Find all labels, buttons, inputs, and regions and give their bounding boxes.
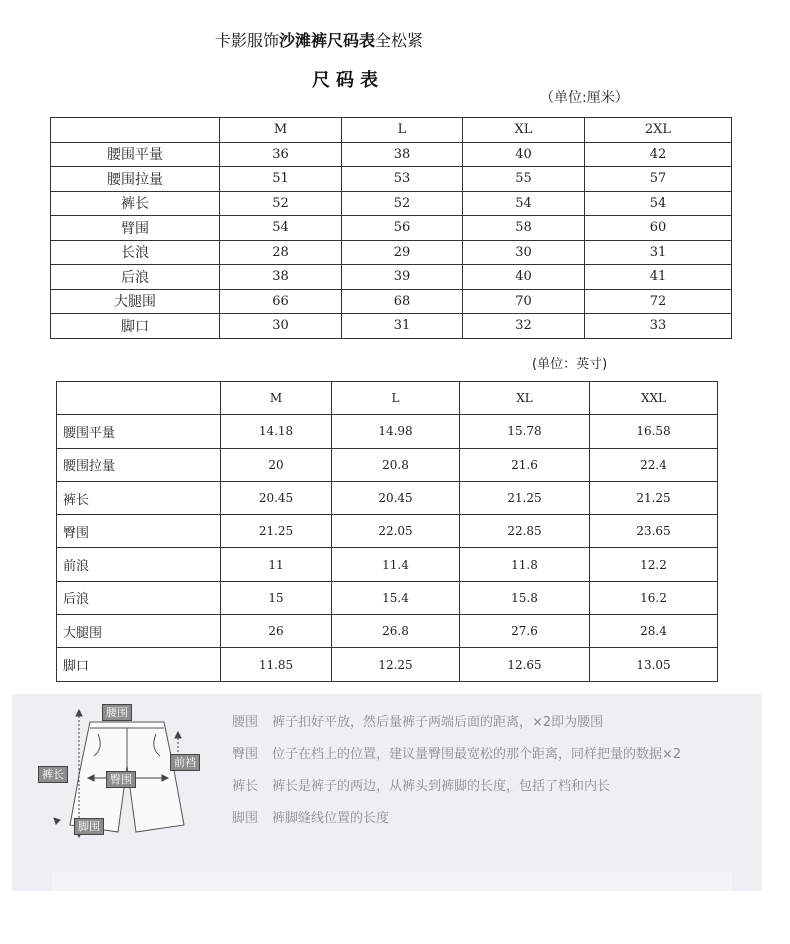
size-table-cm	[50, 117, 732, 339]
diagram-label-waist: 腰围	[102, 704, 132, 721]
value-cell: 32	[463, 314, 585, 339]
value-cell: 54	[220, 216, 342, 241]
value-cell: 20.8	[332, 448, 460, 481]
note-term: 腰围	[232, 715, 259, 730]
table-row	[57, 648, 718, 681]
value-cell: 15.8	[460, 581, 590, 614]
value-cell: 15.78	[460, 415, 590, 448]
table-row	[57, 415, 718, 448]
value-cell: 40	[463, 265, 585, 290]
unit-cm-label: （单位:厘米）	[540, 90, 629, 106]
note-text: 裤脚缝线位置的长度	[272, 811, 390, 826]
value-cell: 58	[463, 216, 585, 241]
row-label-cell: 腰围拉量	[57, 448, 221, 481]
value-cell: 11.85	[221, 648, 332, 681]
value-cell: 23.65	[590, 515, 718, 548]
diagram-label-front-rise: 前裆	[170, 754, 200, 771]
unit-inch-label: (单位：英寸)	[532, 357, 608, 372]
value-cell: 40	[463, 142, 585, 167]
value-cell: 14.18	[221, 415, 332, 448]
value-cell: 26.8	[332, 615, 460, 648]
value-cell: 41	[585, 265, 732, 290]
value-cell: 42	[585, 142, 732, 167]
table-row	[57, 581, 718, 614]
value-cell: 12.65	[460, 648, 590, 681]
row-label-cell: 裤长	[57, 481, 221, 514]
note-hem	[232, 807, 389, 826]
row-label-cell: 腰围平量	[51, 142, 220, 167]
size-header-cell: XXL	[590, 382, 718, 415]
value-cell: 16.2	[590, 581, 718, 614]
value-cell: 21.25	[460, 481, 590, 514]
value-cell: 33	[585, 314, 732, 339]
diagram-label-hem: 脚围	[74, 818, 104, 835]
row-label-cell: 脚口	[51, 314, 220, 339]
table-row	[51, 289, 732, 314]
note-text: 裤长是裤子的两边，从裤头到裤脚的长度，包括了档和内长	[272, 779, 611, 794]
value-cell: 20.45	[221, 481, 332, 514]
value-cell: 54	[463, 191, 585, 216]
note-hip	[232, 743, 681, 762]
table-row	[57, 615, 718, 648]
value-cell: 53	[342, 167, 463, 192]
value-cell: 15.4	[332, 581, 460, 614]
note-term: 裤长	[232, 779, 259, 794]
title-suffix: 全松紧	[375, 31, 424, 50]
value-cell: 26	[221, 615, 332, 648]
value-cell: 13.05	[590, 648, 718, 681]
diagram-label-length: 裤长	[38, 766, 68, 783]
value-cell: 22.4	[590, 448, 718, 481]
size-chart-heading: 尺码表	[312, 70, 384, 91]
value-cell: 31	[342, 314, 463, 339]
table-row	[51, 240, 732, 265]
table-row	[51, 265, 732, 290]
row-label-cell: 大腿围	[51, 289, 220, 314]
size-header-cell: L	[342, 118, 463, 143]
value-cell: 27.6	[460, 615, 590, 648]
value-cell: 21.25	[221, 515, 332, 548]
diagram-label-hip: 臀围	[106, 771, 136, 788]
value-cell: 60	[585, 216, 732, 241]
size-header-cell: M	[220, 118, 342, 143]
value-cell: 52	[220, 191, 342, 216]
value-cell: 36	[220, 142, 342, 167]
size-header-cell: 2XL	[585, 118, 732, 143]
row-label-cell: 脚口	[57, 648, 221, 681]
row-label-cell: 腰围平量	[57, 415, 221, 448]
value-cell: 21.6	[460, 448, 590, 481]
size-header-cell: M	[221, 382, 332, 415]
row-label-cell: 臂围	[51, 216, 220, 241]
value-cell: 12.25	[332, 648, 460, 681]
value-cell: 70	[463, 289, 585, 314]
title-brand: 卡影服饰	[215, 31, 280, 50]
value-cell: 20	[221, 448, 332, 481]
value-cell: 12.2	[590, 548, 718, 581]
table-row	[57, 448, 718, 481]
note-length	[232, 775, 610, 794]
value-cell: 31	[585, 240, 732, 265]
value-cell: 22.85	[460, 515, 590, 548]
note-waist	[232, 711, 603, 730]
note-text: 裤子扣好平放，然后量裤子两端后面的距离，×2即为腰围	[272, 715, 604, 730]
value-cell: 66	[220, 289, 342, 314]
value-cell: 11.8	[460, 548, 590, 581]
header-row	[57, 382, 718, 415]
value-cell: 68	[342, 289, 463, 314]
corner-cell	[57, 382, 221, 415]
value-cell: 15	[221, 581, 332, 614]
value-cell: 57	[585, 167, 732, 192]
corner-cell	[51, 118, 220, 143]
table-row	[51, 216, 732, 241]
value-cell: 28.4	[590, 615, 718, 648]
note-text: 位子在档上的位置，建议量臀围最宽松的那个距离，同样把量的数据×2	[272, 747, 682, 762]
size-header-cell: XL	[460, 382, 590, 415]
shorts-diagram	[34, 700, 214, 840]
value-cell: 11	[221, 548, 332, 581]
value-cell: 54	[585, 191, 732, 216]
value-cell: 72	[585, 289, 732, 314]
table-row	[51, 142, 732, 167]
row-label-cell: 前浪	[57, 548, 221, 581]
row-label-cell: 臀围	[57, 515, 221, 548]
value-cell: 16.58	[590, 415, 718, 448]
value-cell: 38	[342, 142, 463, 167]
value-cell: 30	[463, 240, 585, 265]
value-cell: 51	[220, 167, 342, 192]
value-cell: 11.4	[332, 548, 460, 581]
value-cell: 28	[220, 240, 342, 265]
value-cell: 21.25	[590, 481, 718, 514]
page-title	[215, 28, 423, 51]
value-cell: 39	[342, 265, 463, 290]
note-term: 臀围	[232, 747, 259, 762]
table-row	[51, 314, 732, 339]
row-label-cell: 长浪	[51, 240, 220, 265]
value-cell: 56	[342, 216, 463, 241]
panel-shadow-strip	[52, 872, 732, 890]
header-row	[51, 118, 732, 143]
row-label-cell: 裤长	[51, 191, 220, 216]
value-cell: 55	[463, 167, 585, 192]
value-cell: 22.05	[332, 515, 460, 548]
value-cell: 52	[342, 191, 463, 216]
note-term: 脚围	[232, 811, 259, 826]
row-label-cell: 后浪	[51, 265, 220, 290]
size-header-cell: XL	[463, 118, 585, 143]
table-row	[57, 548, 718, 581]
table-row	[51, 191, 732, 216]
value-cell: 38	[220, 265, 342, 290]
size-header-cell: L	[332, 382, 460, 415]
value-cell: 29	[342, 240, 463, 265]
table-row	[57, 515, 718, 548]
value-cell: 30	[220, 314, 342, 339]
value-cell: 14.98	[332, 415, 460, 448]
size-table-inch	[56, 381, 718, 682]
value-cell: 20.45	[332, 481, 460, 514]
title-product: 沙滩裤尺码表	[279, 31, 376, 50]
table-row	[51, 167, 732, 192]
table-row	[57, 481, 718, 514]
row-label-cell: 后浪	[57, 581, 221, 614]
row-label-cell: 大腿围	[57, 615, 221, 648]
row-label-cell: 腰围拉量	[51, 167, 220, 192]
